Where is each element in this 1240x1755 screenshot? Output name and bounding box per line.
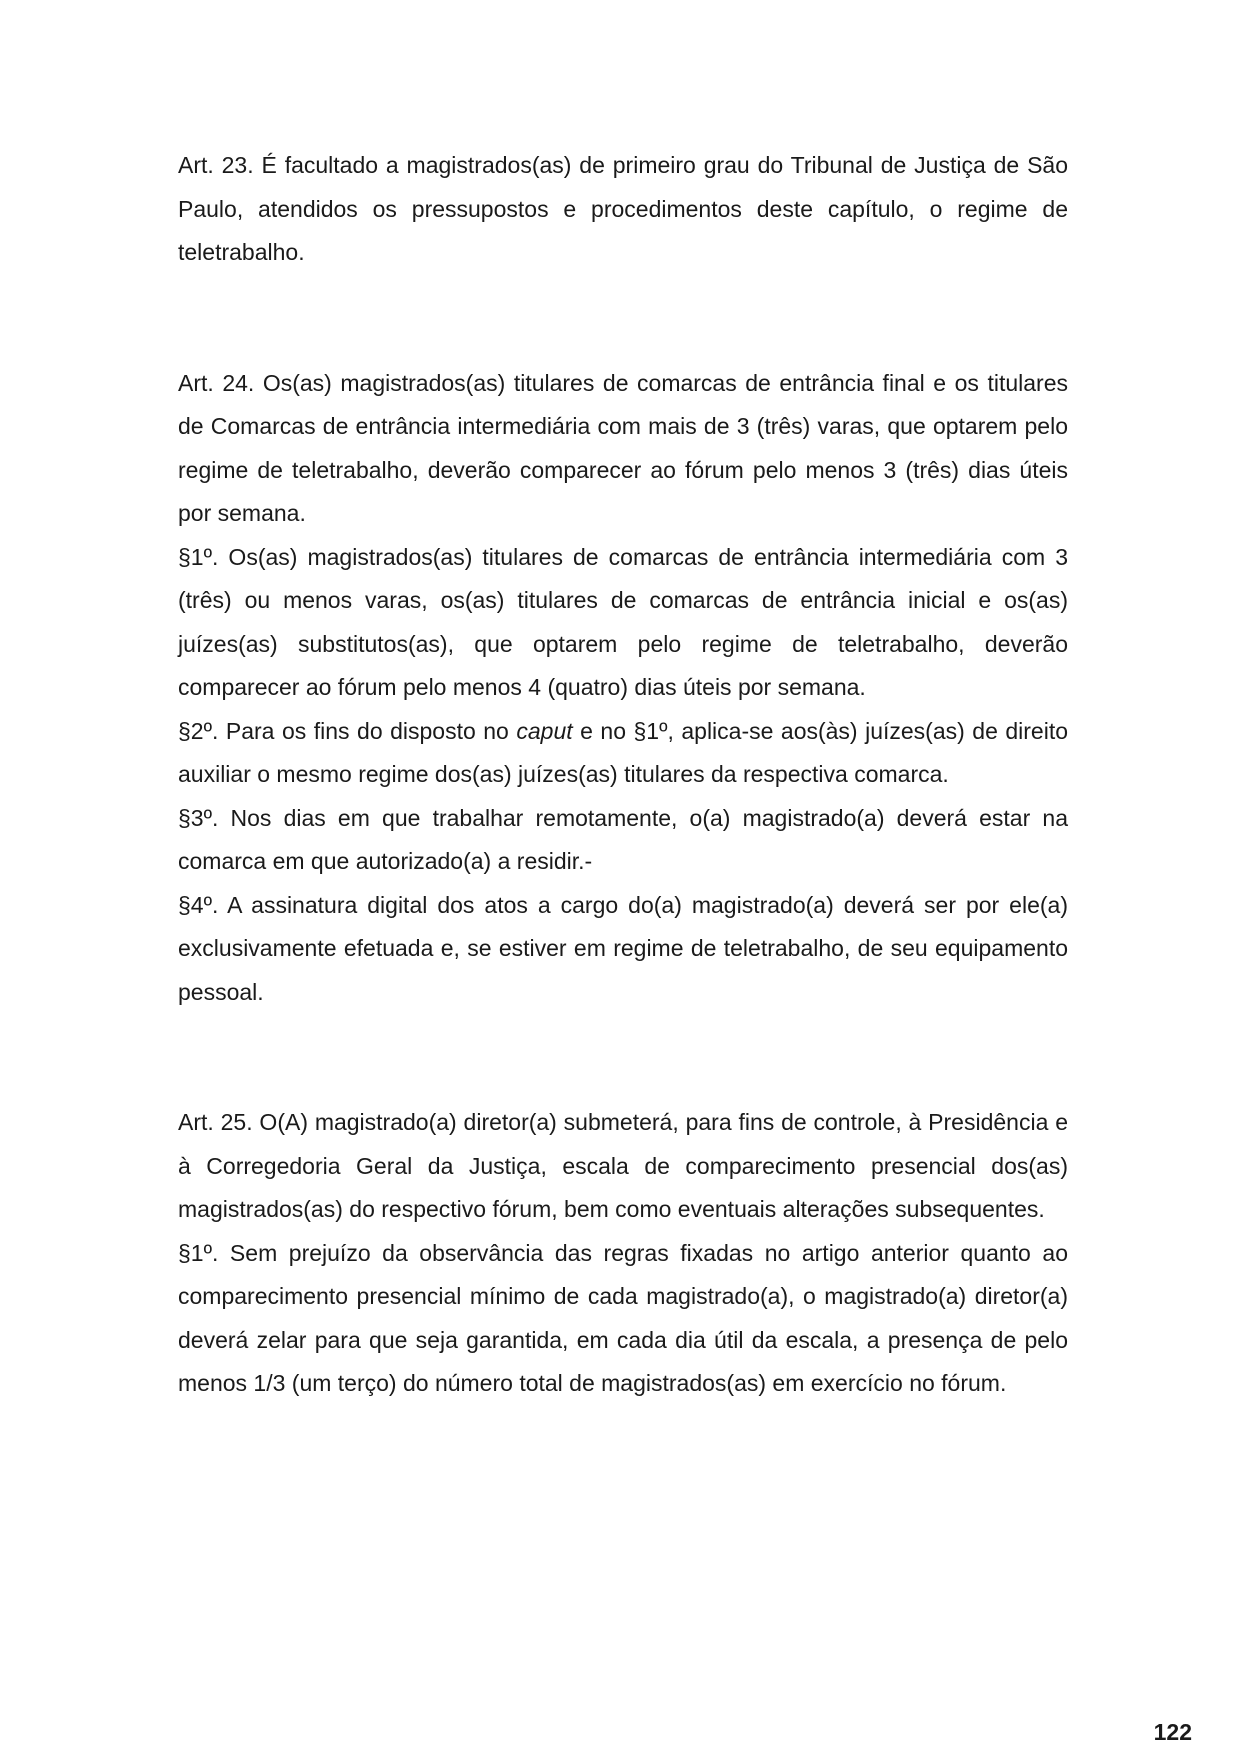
caput-term: caput: [516, 717, 573, 744]
article-24-paragraph-3: §3º. Nos dias em que trabalhar remotamente, o(a) magistrado(a) deverá estar na comarca em que autorizado(a) a residir.-: [178, 804, 1068, 874]
article-25: [178, 1101, 1068, 1406]
page-number: 122: [1153, 1719, 1192, 1745]
article-24-paragraph-2-end: e no §1º, aplica-se aos(às) juízes(as) de direito auxiliar o mesmo regime dos(as) juízes(as) titulares da respectiva comarca.: [178, 717, 1069, 787]
article-24-paragraph-2-start: §2º. Para os fins do disposto no: [178, 717, 517, 744]
article-24-caput: Art. 24. Os(as) magistrados(as) titulares de comarcas de entrância final e os titulares de Comarcas de entrância intermediária com mais de 3 (três) varas, que optarem pelo regime de teletrabalho, deverão comparecer ao fórum pelo menos 3 (três) dias úteis por semana.: [178, 369, 1068, 526]
article-23: [178, 144, 1068, 275]
article-24-paragraph-1: §1º. Os(as) magistrados(as) titulares de comarcas de entrância intermediária com 3 (três) ou menos varas, os(as) titulares de comarcas de entrância inicial e os(as) juízes(as) substitutos(as), que optarem pelo regime de teletrabalho, deverão comparecer ao fórum pelo menos 4 (quatro) dias úteis por semana.: [178, 543, 1068, 700]
article-24: [178, 362, 1068, 1015]
article-24-paragraph-4: §4º. A assinatura digital dos atos a cargo do(a) magistrado(a) deverá ser por ele(a) exclusivamente efetuada e, se estiver em regime de teletrabalho, de seu equipamento pessoal.: [178, 891, 1068, 1005]
document-body: [178, 144, 1068, 1406]
article-25-caput: Art. 25. O(A) magistrado(a) diretor(a) submeterá, para fins de controle, à Presidência e à Corregedoria Geral da Justiça, escala de comparecimento presencial dos(as) magistrados(as) do respectivo fórum, bem como eventuais alterações subsequentes.: [178, 1109, 1068, 1222]
article-25-paragraph-1: §1º. Sem prejuízo da observância das regras fixadas no artigo anterior quanto ao comparecimento presencial mínimo de cada magistrado(a), o magistrado(a) diretor(a) deverá zelar para que seja garantida, em cada dia útil da escala, a presença de pelo menos 1/3 (um terço) do número total de magistrados(as) em exercício no fórum.: [178, 1239, 1068, 1396]
article-23-caput: Art. 23. É facultado a magistrados(as) de primeiro grau do Tribunal de Justiça de São Paulo, atendidos os pressupostos e procedimentos deste capítulo, o regime de teletrabalho.: [178, 152, 1068, 265]
article-24-paragraph-2: [178, 710, 1068, 797]
